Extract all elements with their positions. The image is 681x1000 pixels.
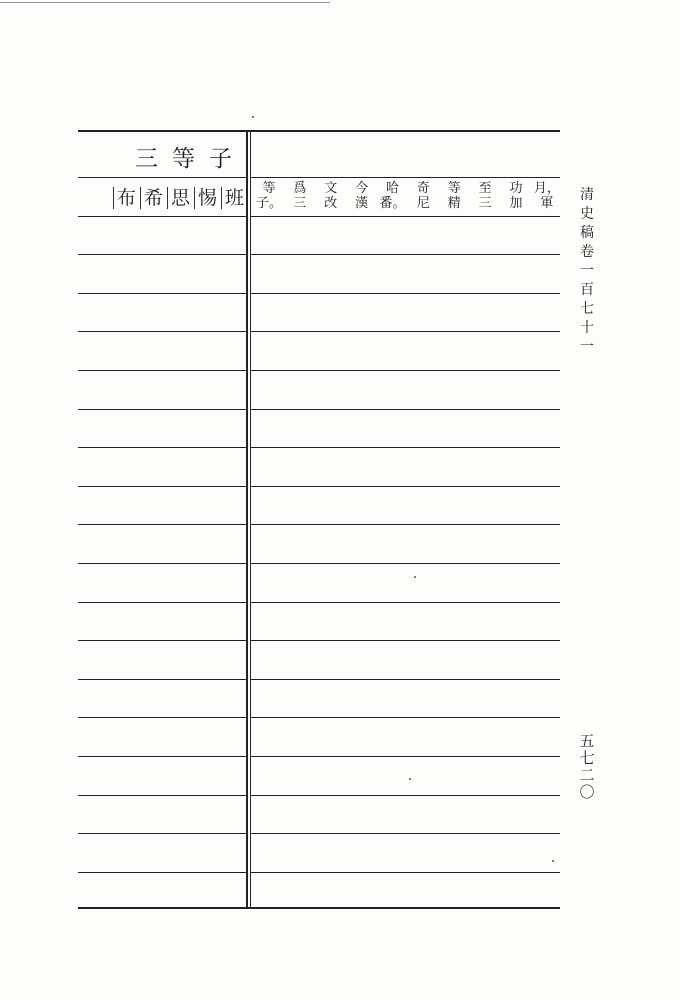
name-cell: 思: [167, 187, 192, 209]
speck: [252, 116, 254, 118]
row-rule: [78, 331, 246, 332]
note-column: 等 子。: [256, 181, 283, 211]
note-column: 奇 尼: [416, 181, 430, 211]
row-rule: [78, 254, 246, 255]
row-rule: [250, 370, 560, 371]
speck: [552, 860, 554, 862]
row-rule: [78, 370, 246, 371]
note-text: [258, 181, 558, 215]
row-rule: [250, 177, 560, 178]
speck: [409, 778, 411, 780]
table-top-rule: [78, 130, 560, 132]
row-rule: [250, 756, 560, 757]
note-column: 月， 軍: [533, 181, 560, 211]
note-column: 功 加: [509, 181, 523, 211]
book-title: 清 史 稿 卷 一 百 七 十 一: [580, 187, 594, 355]
note-column: 文 改: [324, 181, 338, 211]
page-number: 五 七 二 〇: [579, 732, 595, 801]
note-column: 哈 番。: [379, 181, 406, 211]
row-rule: [78, 679, 246, 680]
row-rule: [250, 679, 560, 680]
table-bottom-rule: [78, 907, 560, 909]
name-cell: 布: [113, 187, 138, 209]
row-rule: [250, 524, 560, 525]
name-cell: 惕: [194, 187, 219, 209]
row-rule: [78, 409, 246, 410]
row-rule: [78, 524, 246, 525]
row-rule: [78, 795, 246, 796]
row-rule: [250, 833, 560, 834]
row-rule: [78, 640, 246, 641]
scan-edge-line: [0, 2, 330, 3]
row-rule: [250, 563, 560, 564]
speck: [414, 576, 416, 578]
row-rule: [250, 447, 560, 448]
rank-heading-text: 三等子: [135, 145, 246, 172]
note-column: 爲 三: [293, 181, 307, 211]
name-row: [78, 182, 246, 214]
rank-heading: [78, 136, 246, 176]
note-column: 至 三: [478, 181, 492, 211]
row-rule: [250, 254, 560, 255]
row-rule: [78, 486, 246, 487]
row-rule: [78, 872, 246, 873]
row-rule: [78, 717, 246, 718]
row-rule: [250, 795, 560, 796]
name-cell: 希: [140, 187, 165, 209]
row-rule: [250, 602, 560, 603]
note-column: 今 漢: [355, 181, 369, 211]
row-rule: [78, 177, 246, 178]
row-rule: [78, 216, 246, 217]
row-rule: [250, 486, 560, 487]
row-rule: [78, 563, 246, 564]
row-rule: [250, 216, 560, 217]
column-divider-2: [250, 130, 251, 909]
row-rule: [250, 717, 560, 718]
row-rule: [250, 331, 560, 332]
row-rule: [78, 756, 246, 757]
column-divider-1: [246, 130, 248, 909]
row-rule: [250, 293, 560, 294]
row-rule: [250, 872, 560, 873]
row-rule: [78, 602, 246, 603]
note-column: 等 精: [447, 181, 461, 211]
row-rule: [250, 409, 560, 410]
row-rule: [78, 447, 246, 448]
row-rule: [78, 833, 246, 834]
row-rule: [250, 640, 560, 641]
row-rule: [78, 293, 246, 294]
name-cell: 班: [221, 187, 246, 209]
